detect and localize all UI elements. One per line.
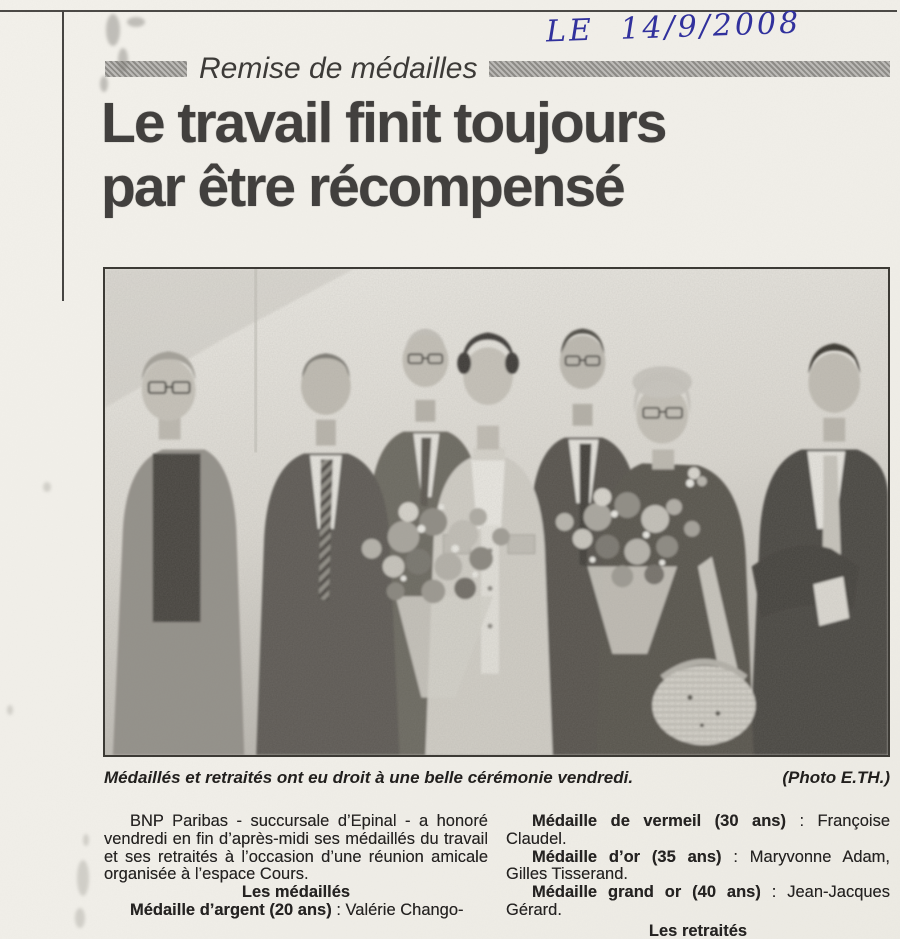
newsprint-grain-overlay [105, 269, 888, 755]
article-column-right [506, 813, 890, 939]
medal-entry [506, 813, 890, 849]
lead-paragraph: BNP Paribas - succursale d’Epinal - a honoré vendredi en fin d’après-midi ses médaillés du travail et ses retraités à l’occasion d’une réunion amicale organisée à l’espace Cours. [104, 812, 488, 884]
subhead-retirees: Les retraités [648, 921, 748, 939]
photo-caption-row [104, 768, 890, 788]
kicker-label: Remise de médailles [199, 52, 478, 85]
medal-entry-names: Valérie Chango- [345, 900, 464, 919]
subhead-medaillists: Les médaillés [241, 883, 351, 902]
article-body [104, 813, 890, 939]
medal-entry-label: Médaille d’or (35 ans) [532, 847, 722, 866]
medal-entry-sep: : [785, 812, 818, 830]
medal-entry-sep: : [760, 883, 788, 902]
headline-line1: Le travail finit toujours [101, 91, 666, 155]
headline-line2: par être récompensé [101, 154, 624, 219]
medal-entry-names: Jean-Jacques Gérard. [506, 883, 890, 919]
medal-entry-label: Médaille de vermeil (30 ans) [532, 812, 786, 830]
medal-entry-sep: : [721, 847, 750, 866]
kicker-halftone-bar-right [489, 61, 890, 77]
medal-entry-sep: : [331, 900, 346, 919]
medal-entry [506, 849, 890, 885]
headline [101, 92, 861, 220]
kicker-row [105, 52, 890, 86]
photo-credit: (Photo E.TH.) [782, 768, 890, 787]
article-column-left [104, 813, 488, 939]
ceremony-photo-illustration [105, 269, 888, 755]
medal-entry-names: Maryvonne Adam, Gilles Tisserand. [506, 847, 891, 884]
medal-entry-label: Médaille grand or (40 ans) [532, 883, 761, 902]
scan-smudge-left-margin [7, 482, 89, 928]
scan-left-rule [62, 11, 64, 301]
medal-entry-label: Médaille d’argent (20 ans) [130, 900, 332, 919]
photo-caption: Médaillés et retraités ont eu droit à une belle cérémonie vendredi. [104, 768, 634, 787]
medal-entry [104, 902, 488, 920]
kicker-halftone-bar-left [105, 61, 187, 77]
medal-entry-names: Françoise Claudel. [506, 812, 890, 848]
ceremony-photo [103, 267, 890, 757]
medal-entry [506, 884, 890, 920]
handwritten-date: LE 14/9/2008 [545, 5, 802, 50]
